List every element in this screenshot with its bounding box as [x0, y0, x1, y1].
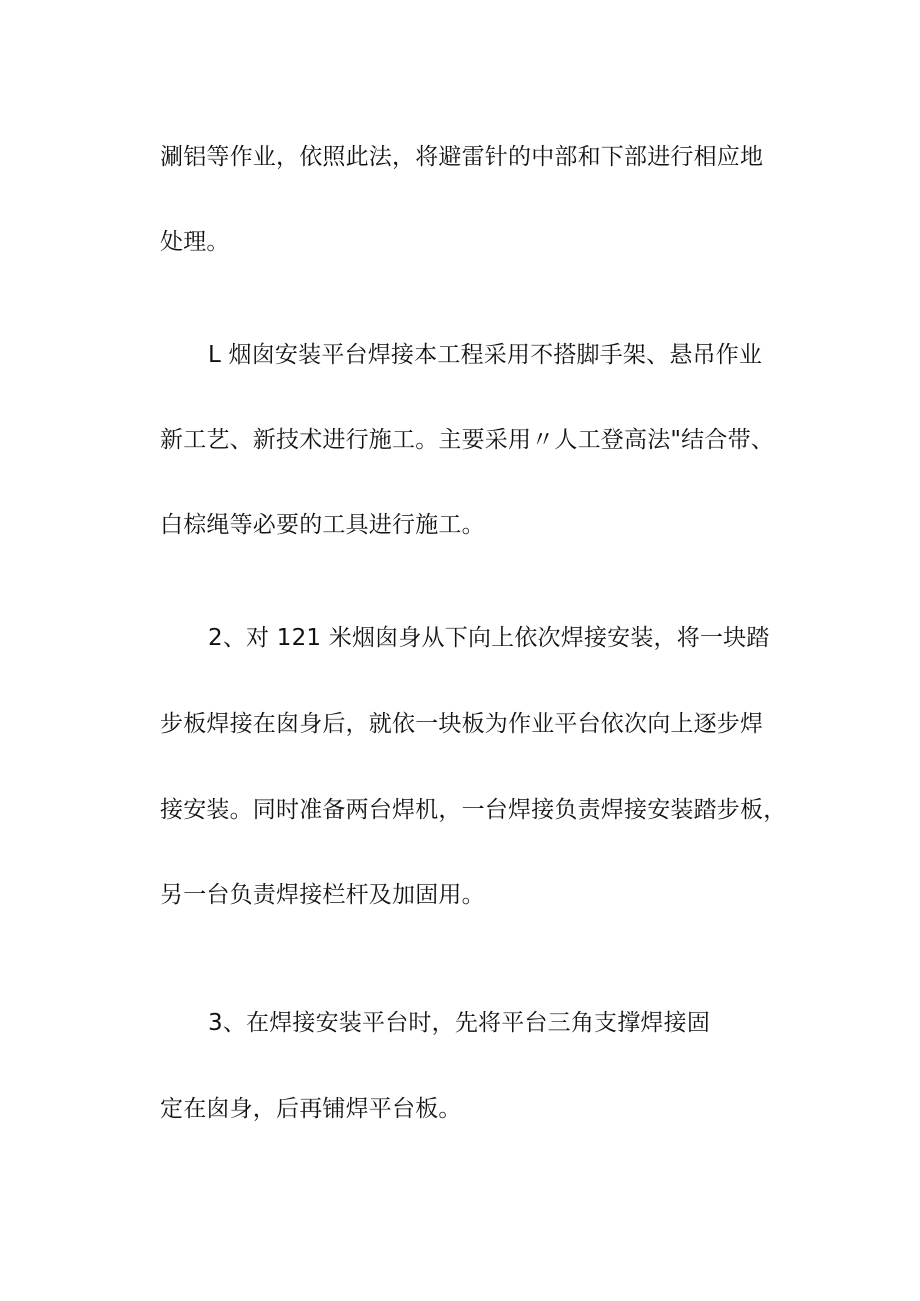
paragraph-line: 另一台负责焊接栏杆及加固用。	[160, 882, 485, 908]
paragraph-line: 处理。	[160, 229, 230, 255]
paragraph-line: 涮铝等作业，依照此法，将避雷针的中部和下部进行相应地	[160, 144, 764, 170]
paragraph-line: 新工艺、新技术进行施工。主要采用〃人工登高法"结合带、	[160, 427, 774, 453]
paragraph-line: 3、在焊接安装平台时，先将平台三角支撑焊接固	[208, 1010, 711, 1036]
paragraph-line: 接安装。同时准备两台焊机，一台焊接负责焊接安装踏步板，	[160, 797, 787, 823]
paragraph-line: 2、对 121 米烟囱身从下向上依次焊接安装，将一块踏	[208, 625, 770, 651]
paragraph-line: 白棕绳等必要的工具进行施工。	[160, 512, 485, 538]
paragraph-line: 步板焊接在囱身后，就依一块板为作业平台依次向上逐步焊	[160, 711, 764, 737]
paragraph-line: 定在囱身，后再铺焊平台板。	[160, 1096, 462, 1122]
paragraph-line: L 烟囱安装平台焊接本工程采用不搭脚手架、悬吊作业	[208, 342, 763, 368]
